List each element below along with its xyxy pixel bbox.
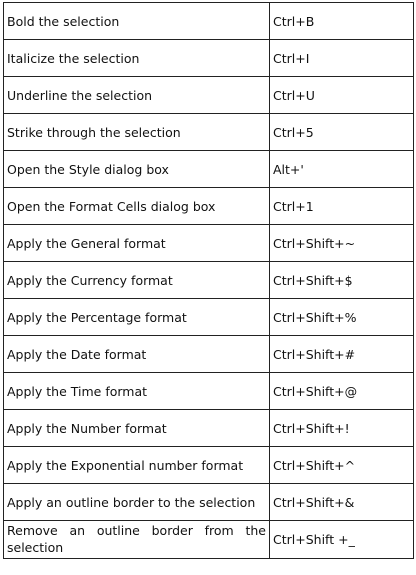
action-cell: Apply an outline border to the selection (4, 484, 270, 521)
action-cell: Bold the selection (4, 3, 270, 40)
table-row (4, 225, 414, 262)
shortcut-cell: Ctrl+Shift+$ (270, 262, 414, 299)
action-cell: Apply the Percentage format (4, 299, 270, 336)
table-row (4, 336, 414, 373)
action-cell: Remove an outline border from the selection (4, 521, 270, 559)
action-cell: Apply the Date format (4, 336, 270, 373)
table-row (4, 77, 414, 114)
action-cell: Apply the General format (4, 225, 270, 262)
shortcut-cell: Ctrl+Shift+% (270, 299, 414, 336)
shortcut-cell: Ctrl+Shift+& (270, 484, 414, 521)
shortcut-cell: Ctrl+U (270, 77, 414, 114)
action-cell: Apply the Number format (4, 410, 270, 447)
shortcut-cell: Ctrl+I (270, 40, 414, 77)
shortcut-table (3, 2, 414, 559)
shortcut-cell: Alt+' (270, 151, 414, 188)
table-row (4, 299, 414, 336)
shortcut-cell: Ctrl+B (270, 3, 414, 40)
table-row (4, 114, 414, 151)
shortcut-cell: Ctrl+1 (270, 188, 414, 225)
shortcut-cell: Ctrl+Shift+~ (270, 225, 414, 262)
shortcut-cell: Ctrl+Shift+@ (270, 373, 414, 410)
table-row (4, 151, 414, 188)
table-row (4, 410, 414, 447)
table-row (4, 521, 414, 559)
action-cell: Open the Format Cells dialog box (4, 188, 270, 225)
action-cell: Italicize the selection (4, 40, 270, 77)
shortcut-cell: Ctrl+Shift+# (270, 336, 414, 373)
action-cell: Apply the Currency format (4, 262, 270, 299)
shortcut-cell: Ctrl+5 (270, 114, 414, 151)
table-row (4, 3, 414, 40)
action-cell: Strike through the selection (4, 114, 270, 151)
action-cell: Underline the selection (4, 77, 270, 114)
shortcut-cell: Ctrl+Shift+^ (270, 447, 414, 484)
shortcut-cell: Ctrl+Shift+! (270, 410, 414, 447)
table-row (4, 484, 414, 521)
table-row (4, 188, 414, 225)
table-row (4, 447, 414, 484)
table-row (4, 262, 414, 299)
table-row (4, 40, 414, 77)
action-cell: Apply the Exponential number format (4, 447, 270, 484)
table-row (4, 373, 414, 410)
action-cell: Apply the Time format (4, 373, 270, 410)
shortcut-cell: Ctrl+Shift +_ (270, 521, 414, 559)
action-cell: Open the Style dialog box (4, 151, 270, 188)
